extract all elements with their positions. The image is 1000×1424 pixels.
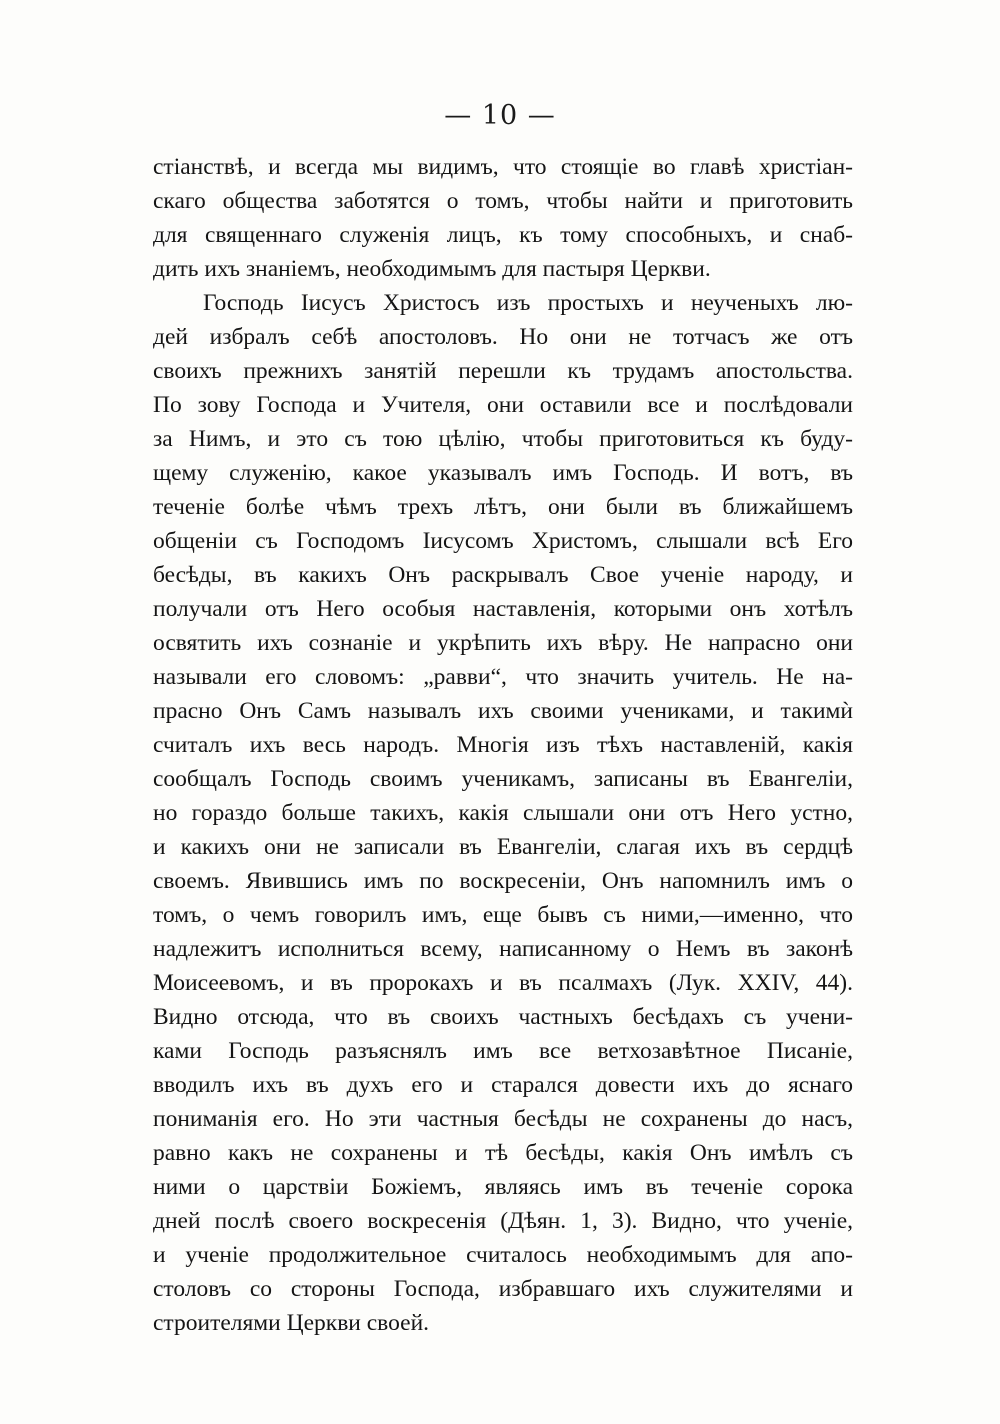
text-line: и какихъ они не записали въ Евангеліи, слагая ихъ въ сердцѣ <box>153 834 853 860</box>
text-line: Видно отсюда, что въ своихъ частныхъ бесѣдахъ съ учени- <box>153 1004 853 1030</box>
page-number: — 10 — <box>444 100 556 131</box>
text-line: равно какъ не сохранены и тѣ бесѣды, какія Онъ имѣлъ съ <box>153 1140 853 1166</box>
text-line: называли его словомъ: „равви“, что значить учитель. Не на- <box>153 664 853 690</box>
text-line: столовъ со стороны Господа, избравшаго ихъ служителями и <box>153 1276 853 1302</box>
text-line: По зову Господа и Учителя, они оставили все и послѣдовали <box>153 392 853 418</box>
text-line: надлежитъ исполниться всему, написанному о Немъ въ законѣ <box>153 936 853 962</box>
text-line: но гораздо больше такихъ, какія слышали они отъ Него устно, <box>153 800 853 826</box>
text-line: ками Господь разъяснялъ имъ все ветхозавѣтное Писаніе, <box>153 1038 853 1064</box>
paragraph-start-line: Господь Іисусъ Христосъ изъ простыхъ и неученыхъ лю- <box>203 290 853 316</box>
text-line: считалъ ихъ весь народъ. Многія изъ тѣхъ наставленій, какія <box>153 732 853 758</box>
text-line: вводилъ ихъ въ духъ его и старался довести ихъ до яснаго <box>153 1072 853 1098</box>
text-line: дней послѣ своего воскресенія (Дѣян. 1, 3). Видно, что ученіе, <box>153 1208 853 1234</box>
body-text <box>153 150 853 1340</box>
text-line: общеніи съ Господомъ Іисусомъ Христомъ, слышали всѣ Его <box>153 528 853 554</box>
text-line: своихъ прежнихъ занятій перешли къ трудамъ апостольства. <box>153 358 853 384</box>
text-line: строителями Церкви своей. <box>153 1310 430 1336</box>
text-line: за Нимъ, и это съ тою цѣлію, чтобы приготовиться къ буду- <box>153 426 853 452</box>
text-line: пониманія его. Но эти частныя бесѣды не сохранены до насъ, <box>153 1106 853 1132</box>
text-line: прасно Онъ Самъ называлъ ихъ своими учениками, и такимѝ <box>153 698 853 724</box>
text-line: стіанствѣ, и всегда мы видимъ, что стоящіе во главѣ христіан- <box>153 154 853 180</box>
text-line: сообщалъ Господь своимъ ученикамъ, записаны въ Евангеліи, <box>153 766 853 792</box>
text-line: для священнаго служенія лицъ, къ тому способныхъ, и снаб- <box>153 222 853 248</box>
text-line: получали отъ Него особыя наставленія, которыми онъ хотѣлъ <box>153 596 853 622</box>
text-line: щему служенію, какое указывалъ имъ Господь. И вотъ, въ <box>153 460 853 486</box>
text-line: томъ, о чемъ говорилъ имъ, еще бывъ съ ними,—именно, что <box>153 902 853 928</box>
text-line: бесѣды, въ какихъ Онъ раскрывалъ Свое ученіе народу, и <box>153 562 853 588</box>
text-line: освятить ихъ сознаніе и укрѣпить ихъ вѣру. Не напрасно они <box>153 630 853 656</box>
text-line: теченіе болѣе чѣмъ трехъ лѣтъ, они были въ ближайшемъ <box>153 494 853 520</box>
text-line: дить ихъ знаніемъ, необходимымъ для пастыря Церкви. <box>153 256 711 282</box>
text-line: дей избралъ себѣ апостоловъ. Но они не тотчасъ же отъ <box>153 324 853 350</box>
text-line: и ученіе продолжительное считалось необходимымъ для апо- <box>153 1242 853 1268</box>
text-line: ними о царствіи Божіемъ, являясь имъ въ теченіе сорока <box>153 1174 853 1200</box>
text-line: скаго общества заботятся о томъ, чтобы найти и приготовить <box>153 188 853 214</box>
text-line: своемъ. Явившись имъ по воскресеніи, Онъ напомнилъ имъ о <box>153 868 853 894</box>
text-line: Моисеевомъ, и въ пророкахъ и въ псалмахъ (Лук. XXIV, 44). <box>153 970 853 996</box>
